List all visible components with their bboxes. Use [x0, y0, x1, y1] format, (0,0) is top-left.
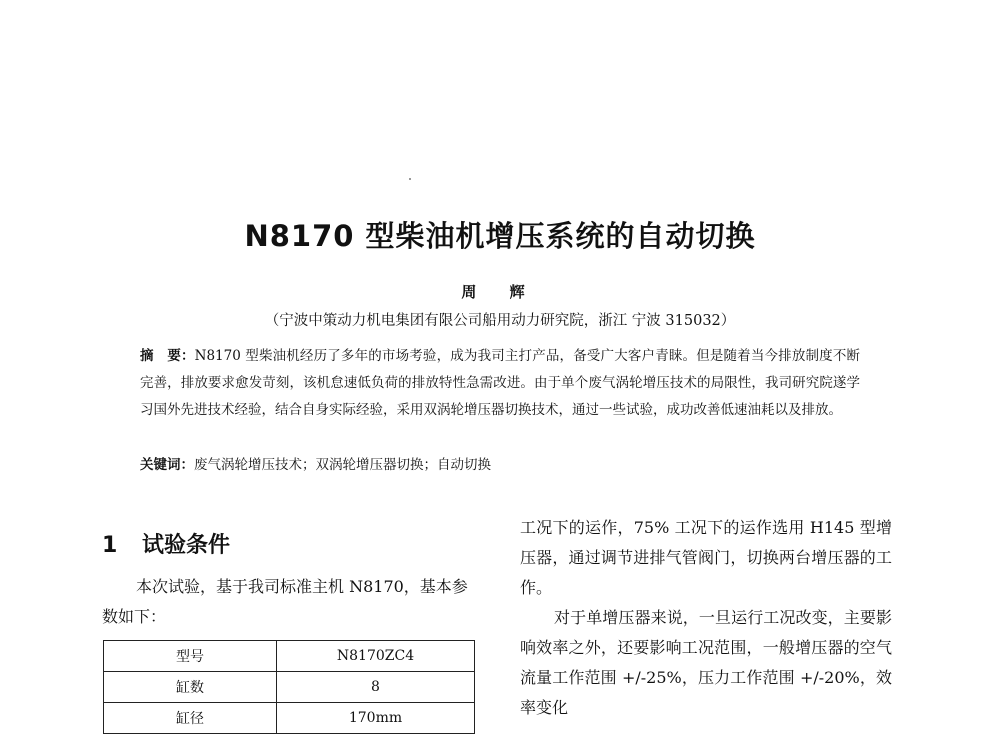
section-paragraph: 本次试验，基于我司标准主机 N8170，基本参数如下：	[102, 577, 468, 626]
table-row	[104, 641, 475, 672]
param-value: N8170ZC4	[277, 641, 475, 672]
parameters-table	[103, 640, 475, 734]
right-column	[520, 513, 892, 723]
param-value: 170mm	[277, 703, 475, 734]
article-title: N8170 型柴油机增压系统的自动切换	[244, 219, 756, 253]
param-key: 缸径	[104, 703, 277, 734]
param-key: 型号	[104, 641, 277, 672]
abstract-block	[140, 343, 860, 424]
abstract-label: 摘 要：	[140, 348, 195, 364]
param-key: 缸数	[104, 672, 277, 703]
right-paragraph-1: 工况下的运作，75% 工况下的运作选用 H145 型增压器，通过调节进排气管阀门，切换两台增压器的工作。	[520, 518, 892, 597]
keywords-block	[140, 453, 860, 473]
right-paragraph-2: 对于单增压器来说，一旦运行工况改变，主要影响效率之外，还要影响工况范围，一般增压器的空气流量工作范围 +/-25%，压力工作范围 +/-20%，效率变化	[520, 608, 892, 717]
author-affiliation: （宁波中策动力机电集团有限公司船用动力研究院，浙江 宁波 315032）	[264, 313, 736, 329]
scan-speck	[409, 178, 411, 180]
table-row	[104, 672, 475, 703]
section-title: 试验条件	[142, 533, 231, 558]
table-row	[104, 703, 475, 734]
abstract-text: N8170 型柴油机经历了多年的市场考验，成为我司主打产品，备受广大客户青睐。但是随着当今排放制度不断完善，排放要求愈发苛刻，该机怠速低负荷的排放特性急需改进。由于单个废气涡轮增压技术的局限性，我司研究院遂学习国外先进技术经验，结合自身实际经验，采用双涡轮增压器切换技术，通过一些试验，成功改善低速油耗以及排放。	[140, 348, 860, 418]
author-name: 周 辉	[461, 283, 539, 301]
keywords-label: 关键词：	[140, 457, 194, 473]
section-number: 1	[102, 533, 118, 558]
param-value: 8	[277, 672, 475, 703]
section-heading	[102, 528, 230, 559]
keywords-text: 废气涡轮增压技术；双涡轮增压器切换；自动切换	[194, 457, 491, 473]
